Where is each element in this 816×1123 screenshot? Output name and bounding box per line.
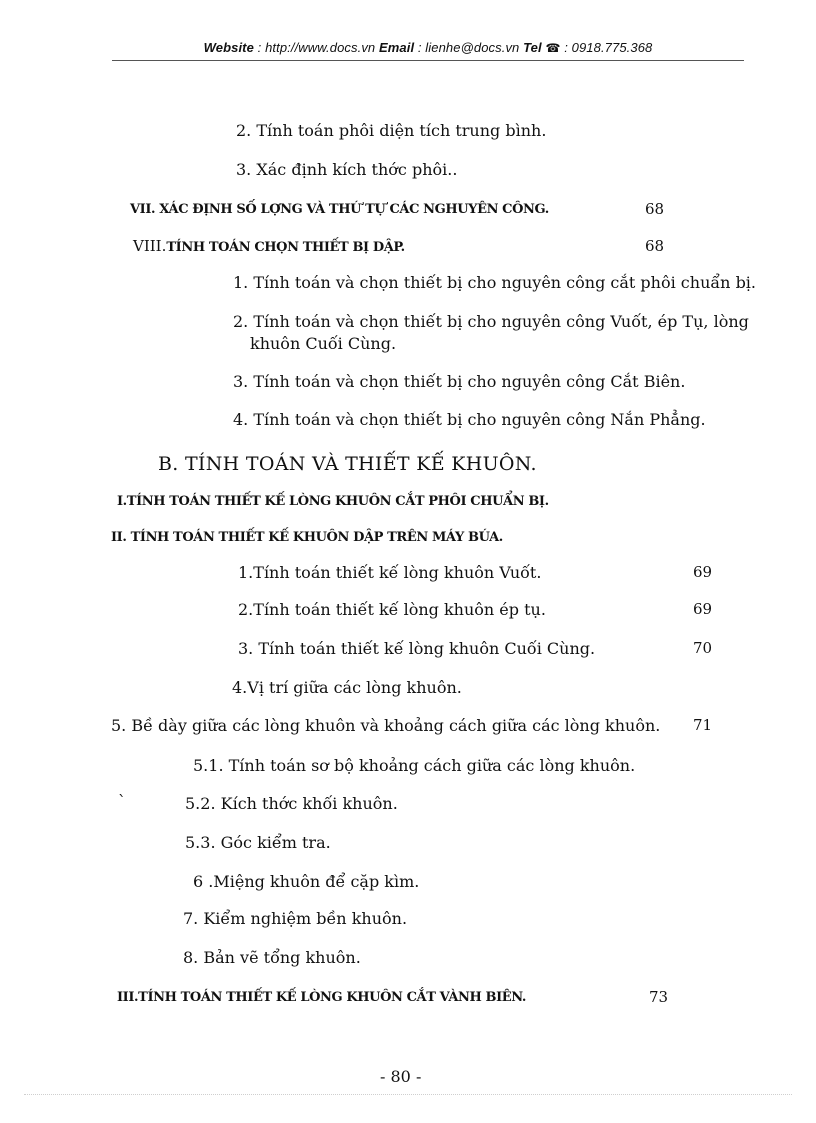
toc-subentry: 5.1. Tính toán sơ bộ khoảng cách giữa các lòng khuôn. xyxy=(193,756,636,775)
tel-label: Tel xyxy=(523,40,542,55)
toc-page-number: 70 xyxy=(693,639,713,657)
email-address: : lienhe@docs.vn xyxy=(414,40,524,55)
phone-number: : 0918.775.368 xyxy=(560,40,653,55)
toc-page-number: 68 xyxy=(645,237,665,255)
toc-page-number: 68 xyxy=(645,200,665,218)
toc-entry-continuation: khuôn Cuối Cùng. xyxy=(250,334,397,353)
toc-entry: 5. Bề dày giữa các lòng khuôn và khoảng cách giữa các lòng khuôn. xyxy=(111,716,661,735)
toc-entry: 8. Bản vẽ tổng khuôn. xyxy=(183,948,361,967)
email-label: Email xyxy=(378,40,415,55)
toc-entry: 2.Tính toán thiết kế lòng khuôn ép tụ. xyxy=(238,600,546,619)
toc-page-number: 69 xyxy=(693,600,713,618)
toc-entry: 2. Tính toán phôi diện tích trung bình. xyxy=(236,121,547,140)
toc-page-number: 69 xyxy=(693,563,713,581)
website-label: Website xyxy=(203,40,254,55)
toc-entry: 1. Tính toán và chọn thiết bị cho nguyên công cắt phôi chuẩn bị. xyxy=(233,273,757,292)
toc-entry: 2. Tính toán và chọn thiết bị cho nguyên công Vuốt, ép Tụ, lòng xyxy=(233,312,749,331)
toc-entry: 3. Xác định kích thớc phôi.. xyxy=(236,160,458,179)
toc-subentry: 5.3. Góc kiểm tra. xyxy=(185,833,331,852)
toc-entry: 6 .Miệng khuôn để cặp kìm. xyxy=(193,872,420,891)
section-title: TÍNH TOÁN CHỌN THIẾT BỊ DẬP. xyxy=(166,240,405,255)
header-divider xyxy=(112,60,744,61)
website-url: : http://www.docs.vn xyxy=(253,40,379,55)
toc-section-heading: III.TÍNH TOÁN THIẾT KẾ LÒNG KHUÔN CẮT VÀNH BIÊN. xyxy=(117,990,527,1005)
toc-entry: 1.Tính toán thiết kế lòng khuôn Vuốt. xyxy=(238,563,542,582)
toc-section-heading: VII. XÁC ĐỊNH SỐ LỢNG VÀ THỨ TỰ CÁC NGHUYÊN CÔNG. xyxy=(130,202,549,217)
page-number: - 80 - xyxy=(380,1067,422,1086)
toc-section-heading xyxy=(133,236,405,258)
toc-entry: 3. Tính toán và chọn thiết bị cho nguyên công Cắt Biên. xyxy=(233,372,686,391)
footer-divider xyxy=(24,1094,792,1095)
toc-entry: 3. Tính toán thiết kế lòng khuôn Cuối Cùng. xyxy=(238,639,596,658)
toc-subentry: 5.2. Kích thớc khối khuôn. xyxy=(185,794,398,813)
section-numeral: VIII. xyxy=(133,237,167,255)
toc-page-number: 73 xyxy=(649,988,669,1006)
toc-section-heading: II. TÍNH TOÁN THIẾT KẾ KHUÔN DẬP TRÊN MÁY BÚA. xyxy=(111,530,503,545)
stray-mark: ` xyxy=(118,792,126,811)
page-header xyxy=(112,40,744,55)
phone-icon: ☎ xyxy=(545,41,561,55)
toc-entry: 7. Kiểm nghiệm bền khuôn. xyxy=(183,909,408,928)
toc-section-heading: I.TÍNH TOÁN THIẾT KẾ LÒNG KHUÔN CẮT PHÔI CHUẨN BỊ. xyxy=(117,494,549,509)
toc-entry: 4.Vị trí giữa các lòng khuôn. xyxy=(232,678,462,697)
part-heading: B. TÍNH TOÁN VÀ THIẾT KẾ KHUÔN. xyxy=(158,453,537,475)
toc-entry: 4. Tính toán và chọn thiết bị cho nguyên công Nắn Phẳng. xyxy=(233,410,706,429)
toc-page-number: 71 xyxy=(693,716,713,734)
